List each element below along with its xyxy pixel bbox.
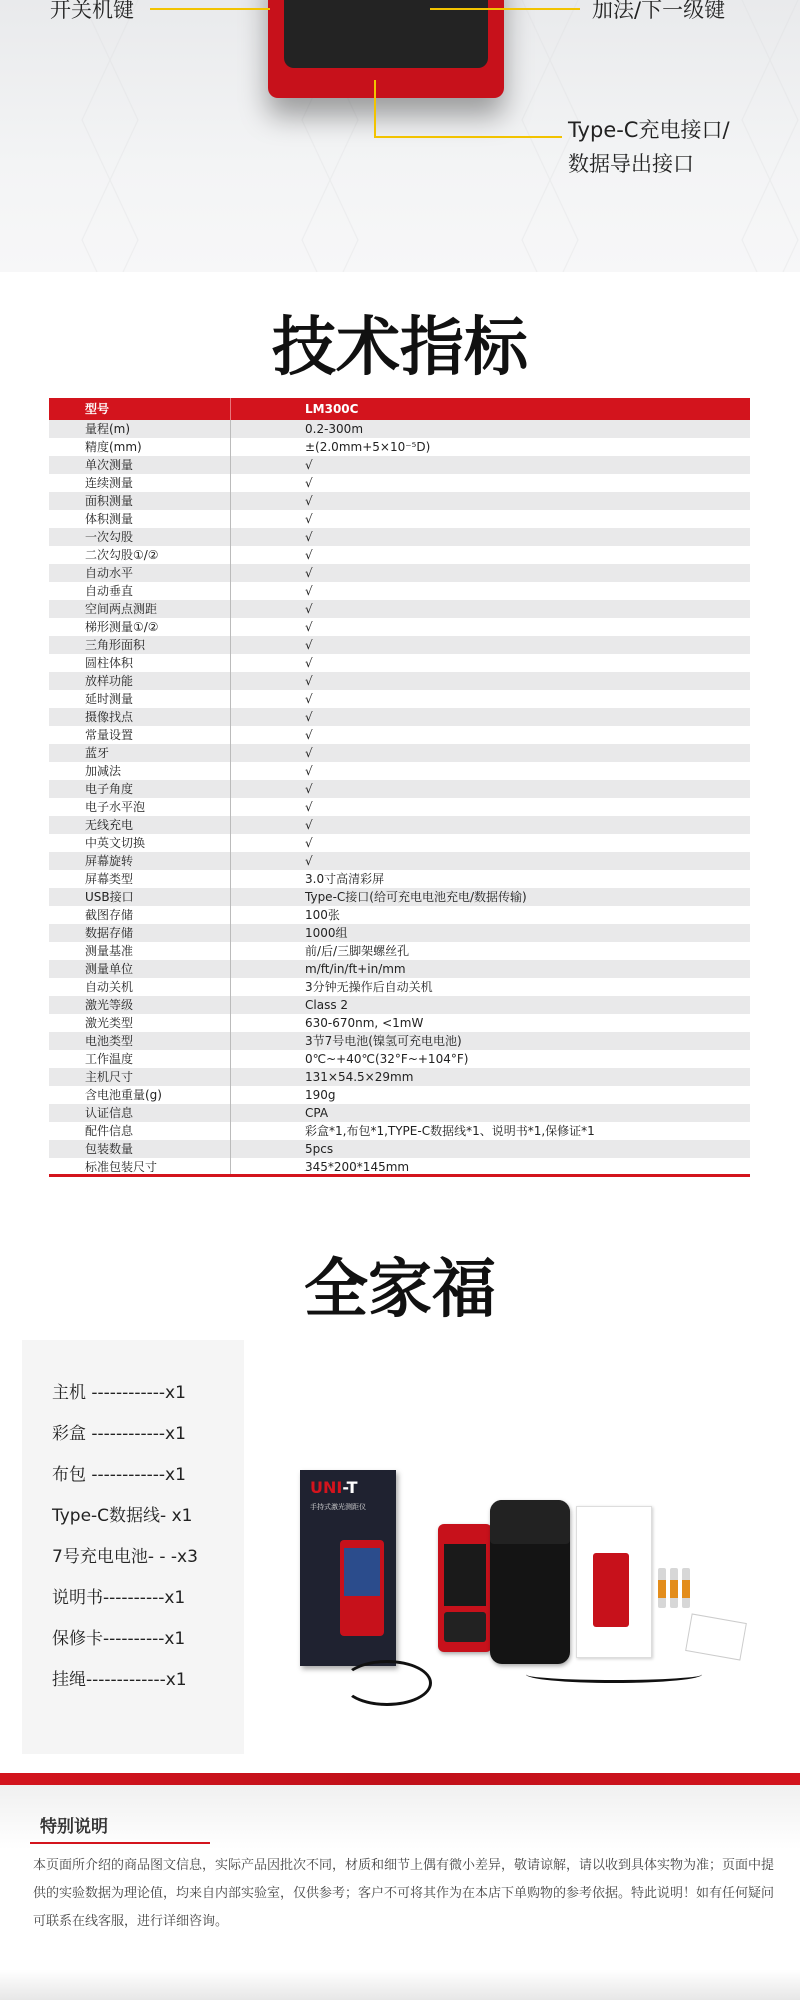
- spec-header-row: [49, 398, 750, 420]
- spec-value: 彩盒*1,布包*1,TYPE-C数据线*1、说明书*1,保修证*1: [231, 1122, 751, 1140]
- spec-name: 二次勾股①/②: [49, 546, 231, 564]
- spec-row: [49, 708, 750, 726]
- callout-line-typec-v: [374, 80, 376, 138]
- spec-value: 0℃~+40℃(32°F~+104°F): [231, 1050, 751, 1068]
- spec-row: [49, 780, 750, 798]
- spec-name: 电子水平泡: [49, 798, 231, 816]
- spec-name: 包装数量: [49, 1140, 231, 1158]
- spec-row: [49, 1050, 750, 1068]
- spec-name: 自动垂直: [49, 582, 231, 600]
- spec-row: [49, 888, 750, 906]
- spec-name: 自动关机: [49, 978, 231, 996]
- spec-name: 中英文切换: [49, 834, 231, 852]
- spec-value: √: [231, 546, 751, 564]
- spec-name: 截图存储: [49, 906, 231, 924]
- spec-row: [49, 978, 750, 996]
- spec-name: 含电池重量(g): [49, 1086, 231, 1104]
- spec-name: 三角形面积: [49, 636, 231, 654]
- spec-value: √: [231, 654, 751, 672]
- spec-name: 一次勾股: [49, 528, 231, 546]
- spec-row: [49, 654, 750, 672]
- spec-value: 100张: [231, 906, 751, 924]
- spec-name: 放样功能: [49, 672, 231, 690]
- spec-name: 摄像找点: [49, 708, 231, 726]
- family-section-title: 全家福: [304, 1253, 496, 1327]
- spec-value: 5pcs: [231, 1140, 751, 1158]
- spec-value: √: [231, 636, 751, 654]
- label-power-key: 开关机键: [50, 0, 134, 22]
- spec-row: [49, 456, 750, 474]
- spec-name: 自动水平: [49, 564, 231, 582]
- spec-value: 131×54.5×29mm: [231, 1068, 751, 1086]
- spec-name: 量程(m): [49, 420, 231, 438]
- spec-name: 连续测量: [49, 474, 231, 492]
- spec-name: 工作温度: [49, 1050, 231, 1068]
- spec-row: [49, 816, 750, 834]
- user-manual: [576, 1506, 652, 1658]
- family-item: 7号充电电池- - -x3: [52, 1547, 198, 1567]
- spec-row: [49, 744, 750, 762]
- spec-row: [49, 528, 750, 546]
- spec-name: 空间两点测距: [49, 600, 231, 618]
- spec-name: 精度(mm): [49, 438, 231, 456]
- spec-value: 3节7号电池(镍氢可充电电池): [231, 1032, 751, 1050]
- spec-name: 认证信息: [49, 1104, 231, 1122]
- spec-value: √: [231, 690, 751, 708]
- spec-row: [49, 852, 750, 870]
- spec-value: √: [231, 798, 751, 816]
- family-list-panel: [22, 1340, 244, 1754]
- spec-name: 体积测量: [49, 510, 231, 528]
- spec-value: 190g: [231, 1086, 751, 1104]
- callout-line-plus: [430, 8, 580, 10]
- spec-name: 无线充电: [49, 816, 231, 834]
- brand-logo: UNI-T: [310, 1478, 358, 1497]
- label-typec-line2: 数据导出接口: [568, 152, 694, 176]
- spec-value: √: [231, 834, 751, 852]
- hero-banner: [0, 0, 800, 272]
- spec-value: √: [231, 726, 751, 744]
- spec-row: [49, 1068, 750, 1086]
- spec-row: [49, 474, 750, 492]
- lanyard: [526, 1666, 702, 1683]
- battery-icon: [658, 1568, 666, 1608]
- spec-value: Class 2: [231, 996, 751, 1014]
- spec-row: [49, 726, 750, 744]
- spec-value: √: [231, 492, 751, 510]
- spec-row: [49, 1140, 750, 1158]
- spec-value: √: [231, 780, 751, 798]
- spec-value: √: [231, 528, 751, 546]
- spec-name: 圆柱体积: [49, 654, 231, 672]
- spec-row: [49, 600, 750, 618]
- divider-red-bar: [0, 1773, 800, 1785]
- battery-icon: [682, 1568, 690, 1608]
- spec-row: [49, 420, 750, 438]
- spec-name: 单次测量: [49, 456, 231, 474]
- note-title-underline: [30, 1842, 210, 1844]
- spec-name: 面积测量: [49, 492, 231, 510]
- device-image: [268, 0, 504, 98]
- box-device-illustration: [340, 1540, 384, 1636]
- spec-name: 加减法: [49, 762, 231, 780]
- spec-row: [49, 510, 750, 528]
- spec-name: 测量基准: [49, 942, 231, 960]
- spec-table-bottom-rule: [49, 1174, 750, 1177]
- spec-value: 前/后/三脚架螺丝孔: [231, 942, 751, 960]
- device-body: [284, 0, 488, 68]
- spec-name: 主机尺寸: [49, 1068, 231, 1086]
- spec-value: √: [231, 600, 751, 618]
- spec-value: 345*200*145mm: [231, 1158, 751, 1176]
- spec-value: √: [231, 852, 751, 870]
- spec-row: [49, 798, 750, 816]
- spec-row: [49, 1104, 750, 1122]
- spec-name: 电子角度: [49, 780, 231, 798]
- spec-value: √: [231, 564, 751, 582]
- box-subtitle: 手持式激光测距仪: [310, 1503, 366, 1511]
- family-item: 主机 ------------x1: [52, 1383, 186, 1403]
- meter-keypad: [444, 1612, 486, 1642]
- spec-row: [49, 834, 750, 852]
- family-item: Type-C数据线- x1: [52, 1506, 193, 1526]
- spec-row: [49, 1086, 750, 1104]
- label-typec-line1: Type-C充电接口/: [568, 118, 730, 142]
- spec-row: [49, 438, 750, 456]
- spec-row: [49, 942, 750, 960]
- spec-row: [49, 1032, 750, 1050]
- spec-row: [49, 492, 750, 510]
- spec-name: 常量设置: [49, 726, 231, 744]
- callout-line-typec-h: [374, 136, 562, 138]
- spec-row: [49, 672, 750, 690]
- spec-name: 激光等级: [49, 996, 231, 1014]
- spec-name: 屏幕旋转: [49, 852, 231, 870]
- spec-value: 1000组: [231, 924, 751, 942]
- spec-row: [49, 906, 750, 924]
- spec-value: √: [231, 582, 751, 600]
- family-item: 保修卡----------x1: [52, 1629, 186, 1649]
- spec-name: 蓝牙: [49, 744, 231, 762]
- spec-value: √: [231, 762, 751, 780]
- spec-row: [49, 564, 750, 582]
- spec-value: m/ft/in/ft+in/mm: [231, 960, 751, 978]
- spec-table: [49, 398, 750, 1176]
- warranty-card: [685, 1613, 747, 1660]
- spec-value: √: [231, 708, 751, 726]
- spec-value: CPA: [231, 1104, 751, 1122]
- spec-header-name: 型号: [49, 398, 231, 420]
- spec-name: USB接口: [49, 888, 231, 906]
- spec-name: 延时测量: [49, 690, 231, 708]
- spec-value: √: [231, 474, 751, 492]
- spec-value: √: [231, 744, 751, 762]
- spec-row: [49, 924, 750, 942]
- spec-value: 3.0寸高清彩屏: [231, 870, 751, 888]
- spec-row: [49, 636, 750, 654]
- spec-row: [49, 1014, 750, 1032]
- spec-value: Type-C接口(给可充电电池充电/数据传输): [231, 888, 751, 906]
- spec-value: √: [231, 672, 751, 690]
- spec-value: √: [231, 816, 751, 834]
- spec-row: [49, 618, 750, 636]
- spec-row: [49, 762, 750, 780]
- usb-cable: [342, 1660, 432, 1706]
- spec-section-title: 技术指标: [272, 311, 528, 385]
- carry-pouch: [490, 1500, 570, 1664]
- spec-name: 电池类型: [49, 1032, 231, 1050]
- spec-value: ±(2.0mm+5×10⁻⁵D): [231, 438, 751, 456]
- spec-row: [49, 960, 750, 978]
- label-plus-key: 加法/下一级键: [592, 0, 726, 22]
- product-family-image: [290, 1440, 750, 1710]
- family-item: 挂绳-------------x1: [52, 1670, 187, 1690]
- spec-row: [49, 870, 750, 888]
- spec-name: 配件信息: [49, 1122, 231, 1140]
- spec-name: 测量单位: [49, 960, 231, 978]
- spec-value: √: [231, 618, 751, 636]
- product-box: [300, 1470, 396, 1666]
- spec-value: 3分钟无操作后自动关机: [231, 978, 751, 996]
- note-title: 特别说明: [40, 1817, 108, 1837]
- spec-name: 屏幕类型: [49, 870, 231, 888]
- spec-row: [49, 996, 750, 1014]
- family-item: 说明书----------x1: [52, 1588, 186, 1608]
- laser-meter: [438, 1524, 492, 1652]
- meter-screen: [444, 1544, 486, 1606]
- note-text: 本页面所介绍的商品图文信息，实际产品因批次不同，材质和细节上偶有微小差异，敬请谅解，请以收到具体实物为准；页面中提供的实验数据为理论值，均来自内部实验室，仅供参考；客户不可将其作为在本店下单购物的参考依据。特此说明！如有任何疑问可联系在线客服，进行详细咨询。: [33, 1858, 775, 1929]
- spec-row: [49, 582, 750, 600]
- battery-icon: [670, 1568, 678, 1608]
- spec-value: √: [231, 456, 751, 474]
- family-item: 彩盒 ------------x1: [52, 1424, 186, 1444]
- spec-row: [49, 1122, 750, 1140]
- spec-name: 标准包装尺寸: [49, 1158, 231, 1176]
- callout-line-power: [150, 8, 270, 10]
- spec-value: √: [231, 510, 751, 528]
- spec-name: 数据存储: [49, 924, 231, 942]
- spec-name: 激光类型: [49, 1014, 231, 1032]
- spec-header-value: LM300C: [231, 398, 751, 420]
- spec-name: 梯形测量①/②: [49, 618, 231, 636]
- spec-row: [49, 546, 750, 564]
- spec-value: 630-670nm, <1mW: [231, 1014, 751, 1032]
- spec-value: 0.2-300m: [231, 420, 751, 438]
- family-item: 布包 ------------x1: [52, 1465, 186, 1485]
- spec-row: [49, 690, 750, 708]
